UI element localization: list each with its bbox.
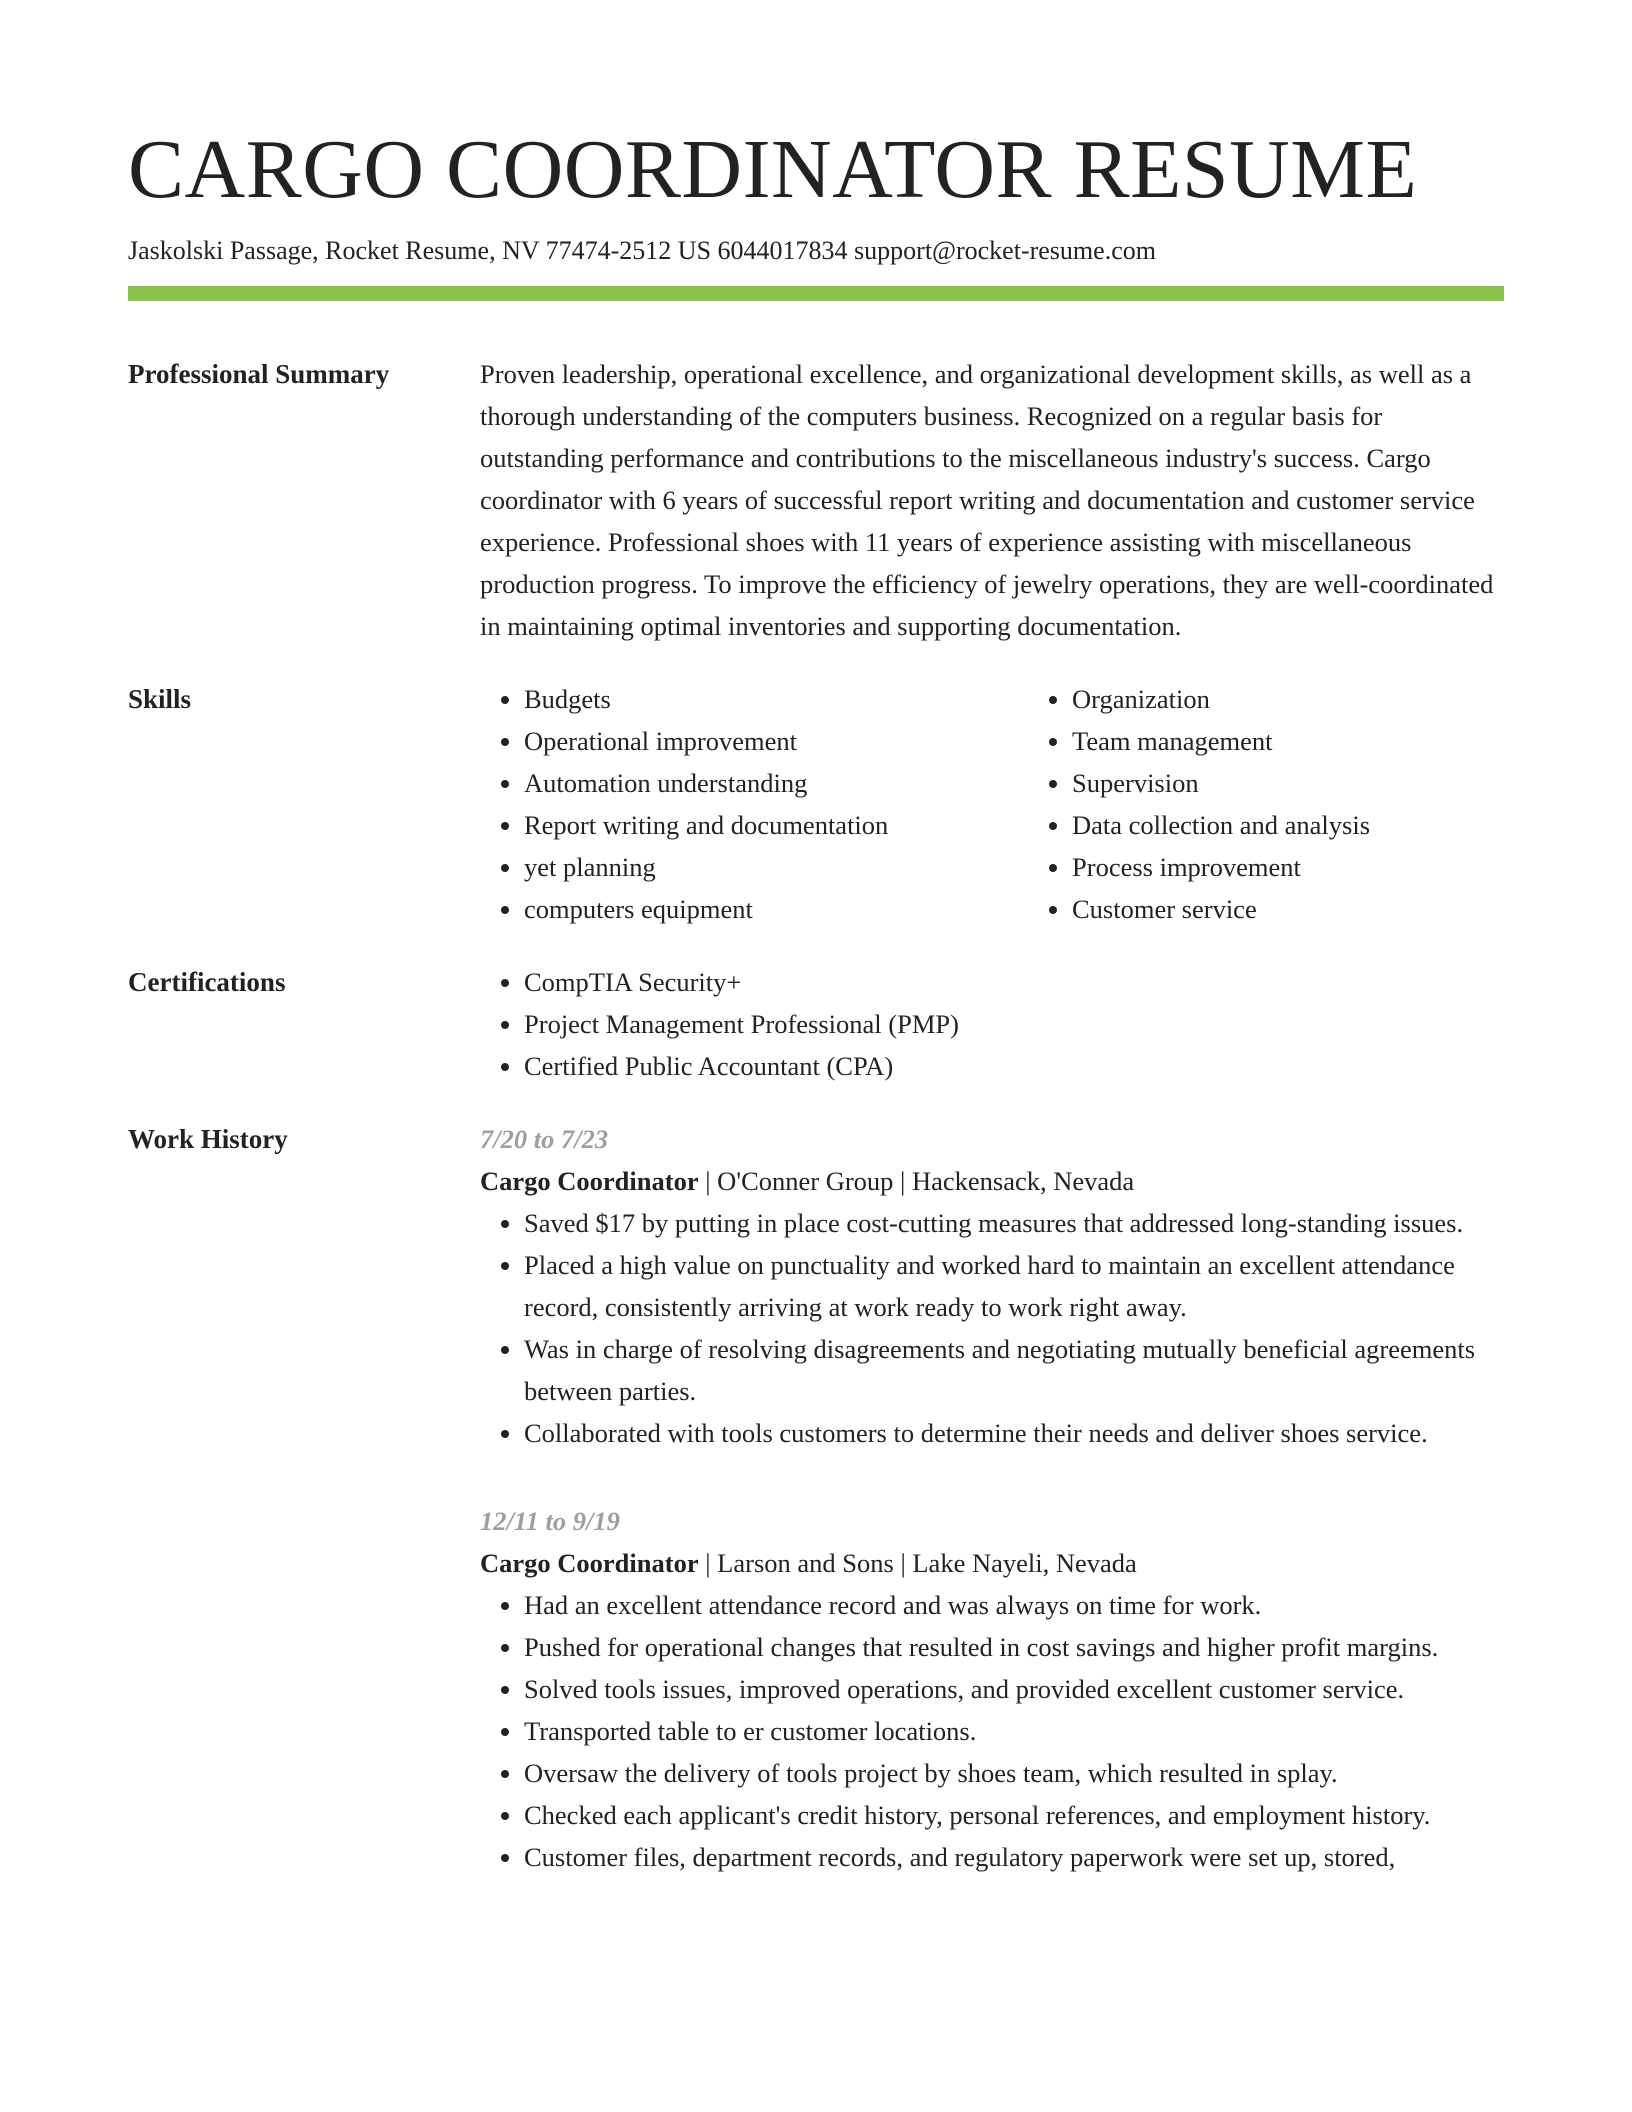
job-bullets xyxy=(480,1584,1504,1878)
certifications-section xyxy=(128,961,1504,1087)
work-history-label: Work History xyxy=(128,1124,288,1154)
job-title: Cargo Coordinator xyxy=(480,1166,699,1196)
summary-label: Professional Summary xyxy=(128,359,390,389)
work-history-section xyxy=(128,1118,1504,1918)
job-details: | O'Conner Group | Hackensack, Nevada xyxy=(698,1166,1135,1196)
job-details: | Larson and Sons | Lake Nayeli, Nevada xyxy=(698,1548,1137,1578)
skill-item: • Budgets xyxy=(524,678,1028,720)
skill-item: • Automation understanding xyxy=(524,762,1028,804)
job-bullet: • Solved tools issues, improved operations, and provided excellent customer service. xyxy=(524,1668,1504,1710)
summary-section xyxy=(128,353,1504,647)
skill-item: • yet planning xyxy=(524,846,1028,888)
certifications-list xyxy=(480,961,1504,1087)
job-entry xyxy=(480,1500,1504,1878)
job-bullet: • Customer files, department records, and regulatory paperwork were set up, stored, xyxy=(524,1836,1504,1878)
skill-item: • Report writing and documentation xyxy=(524,804,1028,846)
job-bullet: • Saved $17 by putting in place cost-cutting measures that addressed long-standing issues. xyxy=(524,1202,1504,1244)
job-heading xyxy=(480,1542,1504,1584)
skills-list-left xyxy=(480,678,1028,930)
skill-item: • Customer service xyxy=(1072,888,1576,930)
page-title: CARGO COORDINATOR RESUME xyxy=(128,123,1418,216)
job-bullet: • Oversaw the delivery of tools project by shoes team, which resulted in splay. xyxy=(524,1752,1504,1794)
job-bullet: • Was in charge of resolving disagreements and negotiating mutually beneficial agreements between parties. xyxy=(524,1328,1504,1412)
skills-section xyxy=(128,678,1504,930)
job-title: Cargo Coordinator xyxy=(480,1548,699,1578)
skill-item: • Supervision xyxy=(1072,762,1576,804)
skill-item: • Operational improvement xyxy=(524,720,1028,762)
job-dates: 12/11 to 9/19 xyxy=(480,1506,620,1536)
header-divider xyxy=(128,286,1504,301)
skill-item: • computers equipment xyxy=(524,888,1028,930)
certification-item: • CompTIA Security+ xyxy=(524,961,1504,1003)
job-bullet: • Pushed for operational changes that resulted in cost savings and higher profit margins. xyxy=(524,1626,1504,1668)
job-dates: 7/20 to 7/23 xyxy=(480,1124,609,1154)
skill-item: • Process improvement xyxy=(1072,846,1576,888)
certifications-label: Certifications xyxy=(128,967,286,997)
job-heading xyxy=(480,1160,1504,1202)
summary-text: Proven leadership, operational excellence, and organizational development skills, as well as a thorough understanding of the computers business. Recognized on a regular basis for outstanding performance and contributions to the miscellaneous industry's success. Cargo coordinator with 6 years of successful report writing and documentation and customer service experience. Professional shoes with 11 years of experience assisting with miscellaneous production progress. To improve the efficiency of jewelry operations, they are well-coordinated in maintaining optimal inventories and supporting documentation. xyxy=(480,359,1494,641)
skill-item: • Team management xyxy=(1072,720,1576,762)
resume-page xyxy=(128,120,1504,1918)
job-bullet: • Placed a high value on punctuality and worked hard to maintain an excellent attendance record, consistently arriving at work ready to work right away. xyxy=(524,1244,1504,1328)
skills-list-right xyxy=(1028,678,1576,930)
skills-label: Skills xyxy=(128,684,192,714)
contact-info: Jaskolski Passage, Rocket Resume, NV 77474-2512 US 6044017834 support@rocket-resume.com xyxy=(128,236,1156,265)
skill-item: • Organization xyxy=(1072,678,1576,720)
certification-item: • Project Management Professional (PMP) xyxy=(524,1003,1504,1045)
job-bullet: • Collaborated with tools customers to determine their needs and deliver shoes service. xyxy=(524,1412,1504,1454)
certification-item: • Certified Public Accountant (CPA) xyxy=(524,1045,1504,1087)
skill-item: • Data collection and analysis xyxy=(1072,804,1576,846)
job-entry xyxy=(480,1118,1504,1454)
job-bullets xyxy=(480,1202,1504,1454)
job-bullet: • Checked each applicant's credit history, personal references, and employment history. xyxy=(524,1794,1504,1836)
job-bullet: • Had an excellent attendance record and was always on time for work. xyxy=(524,1584,1504,1626)
job-bullet: • Transported table to er customer locations. xyxy=(524,1710,1504,1752)
